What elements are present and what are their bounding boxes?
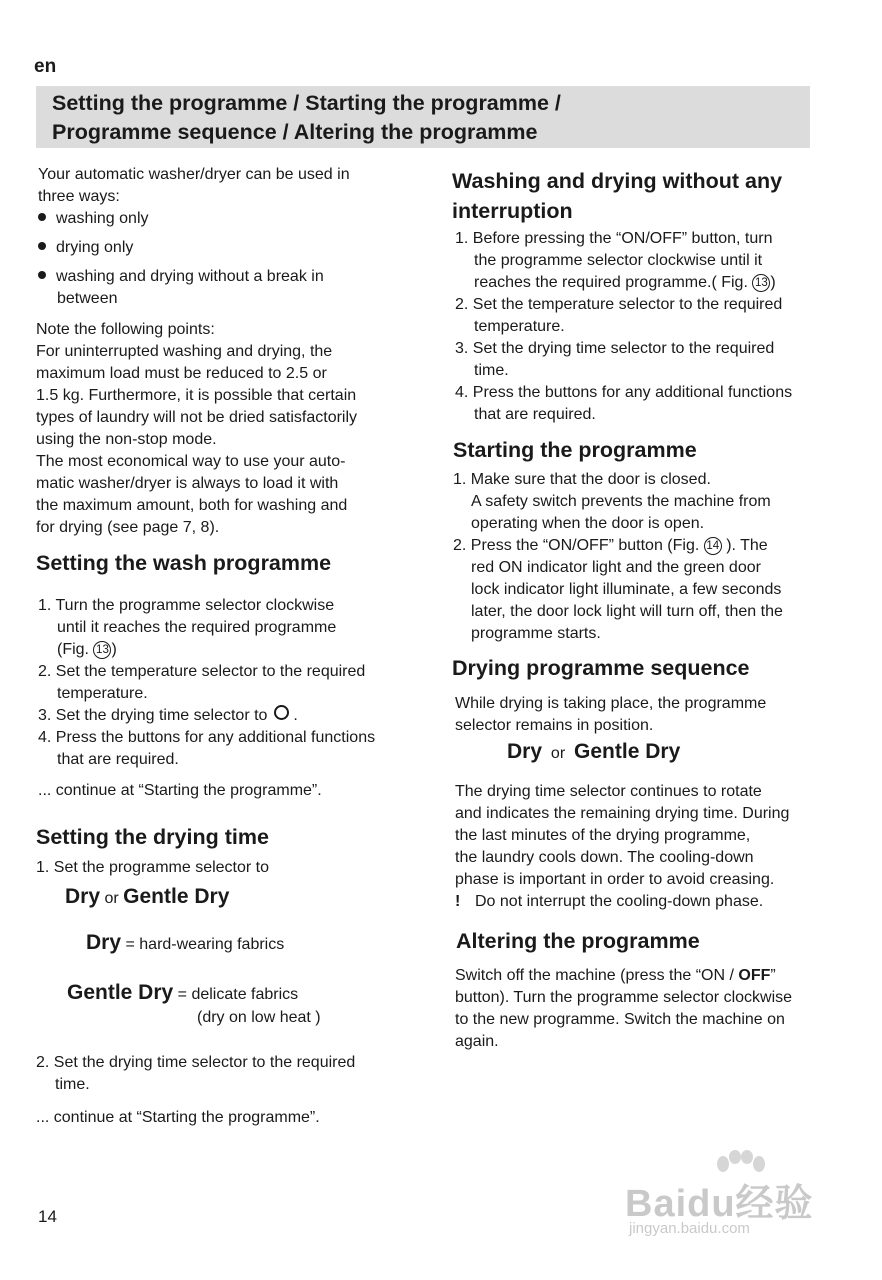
list-item-text: washing only: [56, 210, 149, 227]
starting-programme-heading: Starting the programme: [453, 438, 697, 462]
step-line: red ON indicator light and the green door: [471, 559, 761, 576]
sequence-line: The drying time selector continues to rotate: [455, 783, 762, 800]
step-line: that are required.: [57, 751, 179, 768]
step-line: [38, 639, 375, 661]
title-banner: [36, 86, 810, 148]
starting-steps-list: [453, 469, 783, 645]
intro-line: Your automatic washer/dryer can be used in: [38, 166, 350, 183]
drying-time-heading: Setting the drying time: [36, 825, 269, 849]
gentle-dry-label: Gentle Dry: [123, 885, 230, 908]
intro-line: three ways:: [38, 188, 120, 205]
bullet-icon: [38, 242, 46, 250]
step-line: time.: [474, 362, 509, 379]
step-line: [453, 535, 783, 557]
dry-label: Dry: [507, 740, 543, 763]
warning-icon: !: [455, 893, 461, 910]
banner-title-line-2: Programme sequence / Altering the programme: [52, 120, 538, 144]
step-line: A safety switch prevents the machine from: [471, 493, 771, 510]
step-text: ): [770, 274, 776, 291]
list-item-text: washing and drying without a break in: [56, 268, 324, 285]
step-line: until it reaches the required programme: [57, 619, 337, 636]
banner-title-line-1: Setting the programme / Starting the programme /: [52, 91, 561, 115]
gentle-dry-definition: [67, 981, 298, 1006]
heading-line: interruption: [452, 199, 573, 223]
step-line: 2. Set the temperature selector to the required: [38, 663, 366, 680]
altering-line: again.: [455, 1033, 499, 1050]
note-paragraph: [36, 319, 357, 539]
altering-line: to the new programme. Switch the machine on: [455, 1011, 785, 1028]
language-code: en: [34, 56, 57, 77]
figure-13-icon: 13: [752, 274, 770, 292]
step-line: temperature.: [474, 318, 565, 335]
list-item-text: drying only: [56, 239, 134, 256]
warning-note: [455, 891, 763, 913]
warning-text: Do not interrupt the cooling-down phase.: [475, 893, 764, 910]
altering-text-part: ”: [770, 967, 776, 984]
gentle-dry-label: Gentle Dry: [67, 981, 174, 1004]
altering-line: [455, 965, 792, 987]
note-line: maximum load must be reduced to 2.5 or: [36, 365, 327, 382]
step-text: ). The: [726, 537, 768, 554]
sequence-line: selector remains in position.: [455, 717, 654, 734]
dry-label: Dry: [86, 931, 122, 954]
list-item: [38, 208, 149, 230]
note-line: matic washer/dryer is always to load it with: [36, 475, 339, 492]
note-line: types of laundry will not be dried satisfactorily: [36, 409, 358, 426]
step-text: 3. Set the drying time selector to: [38, 707, 268, 724]
step-text: .: [293, 707, 298, 724]
sequence-intro: [455, 693, 766, 737]
step-line: 4. Press the buttons for any additional functions: [455, 384, 793, 401]
dry-description: = hard-wearing fabrics: [125, 936, 285, 953]
step-line: [38, 705, 375, 727]
step-line: lock indicator light illuminate, a few seconds: [471, 581, 782, 598]
bullet-icon: [38, 213, 46, 221]
wash-steps-list: [38, 595, 375, 771]
step-text: (Fig.: [57, 641, 89, 658]
or-label: or: [104, 890, 119, 907]
step-text: reaches the required programme.( Fig.: [474, 274, 748, 291]
list-item: [38, 237, 133, 259]
step-line: 4. Press the buttons for any additional functions: [38, 729, 376, 746]
wash-continue-note: ... continue at “Starting the programme”.: [38, 782, 322, 799]
figure-13-icon: 13: [93, 641, 111, 659]
step-line: programme starts.: [471, 625, 601, 642]
step-line: 1. Before pressing the “ON/OFF” button, turn: [455, 230, 773, 247]
note-line: using the non-stop mode.: [36, 431, 217, 448]
step-line: later, the door lock light will turn off, then the: [471, 603, 783, 620]
note-line: 1.5 kg. Furthermore, it is possible that certain: [36, 387, 357, 404]
sequence-dry-options: [507, 740, 680, 764]
page-number: 14: [38, 1207, 57, 1226]
step-line: 2. Set the drying time selector to the required: [36, 1054, 356, 1071]
step-line: 1. Make sure that the door is closed.: [453, 471, 711, 488]
list-item: [38, 266, 324, 288]
drying-sequence-heading: Drying programme sequence: [452, 656, 750, 680]
watermark-url: jingyan.baidu.com: [629, 1220, 750, 1237]
sequence-description: [455, 781, 789, 891]
step-line: time.: [55, 1076, 90, 1093]
note-line: the maximum amount, both for washing and: [36, 497, 348, 514]
note-line: for drying (see page 7, 8).: [36, 519, 220, 536]
intro-paragraph: [38, 164, 350, 208]
step-line: operating when the door is open.: [471, 515, 705, 532]
dry-definition: [86, 931, 284, 956]
drying-step-2: [36, 1052, 355, 1096]
gentle-dry-description: = delicate fabrics: [177, 986, 299, 1003]
step-line: temperature.: [57, 685, 148, 702]
step-line: 1. Turn the programme selector clockwise: [38, 597, 335, 614]
altering-programme-heading: Altering the programme: [456, 929, 700, 953]
figure-14-icon: 14: [704, 537, 722, 555]
bullet-icon: [38, 271, 46, 279]
watermark-logo: Baidu经验: [625, 1183, 814, 1225]
dry-label: Dry: [65, 885, 101, 908]
note-line: The most economical way to use your auto-: [36, 453, 346, 470]
altering-text-part: Switch off the machine (press the “ON /: [455, 967, 734, 984]
watermark: [625, 1150, 835, 1250]
step-line: the programme selector clockwise until it: [474, 252, 763, 269]
step-line: [455, 272, 792, 294]
sequence-line: the laundry cools down. The cooling-down: [455, 849, 754, 866]
dry-continue-note: ... continue at “Starting the programme”.: [36, 1109, 320, 1126]
sequence-line: phase is important in order to avoid creasing.: [455, 871, 775, 888]
step-text: 2. Press the “ON/OFF” button (Fig.: [453, 537, 700, 554]
wash-dry-steps-list: [455, 228, 792, 426]
off-position-circle-icon: [274, 705, 289, 720]
note-line: Note the following points:: [36, 321, 215, 338]
off-label: OFF: [738, 967, 771, 984]
wash-programme-heading: Setting the wash programme: [36, 551, 332, 575]
sequence-line: the last minutes of the drying programme,: [455, 827, 751, 844]
drying-step-1: 1. Set the programme selector to: [36, 859, 269, 876]
sequence-line: and indicates the remaining drying time. During: [455, 805, 790, 822]
sequence-line: While drying is taking place, the programme: [455, 695, 767, 712]
step-line: that are required.: [474, 406, 596, 423]
step-text: ): [111, 641, 117, 658]
altering-line: button). Turn the programme selector clockwise: [455, 989, 793, 1006]
or-label: or: [550, 745, 566, 762]
step-line: 3. Set the drying time selector to the required: [455, 340, 775, 357]
step-line: 2. Set the temperature selector to the required: [455, 296, 783, 313]
dry-options: [65, 885, 229, 909]
list-item-continued: between: [57, 290, 118, 307]
wash-dry-heading: [452, 166, 782, 226]
gentle-dry-description-note: (dry on low heat ): [197, 1009, 321, 1026]
note-line: For uninterrupted washing and drying, the: [36, 343, 333, 360]
heading-line: Washing and drying without any: [452, 169, 783, 193]
gentle-dry-label: Gentle Dry: [574, 740, 681, 763]
altering-text: [455, 965, 792, 1053]
usage-bullet-list: [38, 208, 149, 230]
